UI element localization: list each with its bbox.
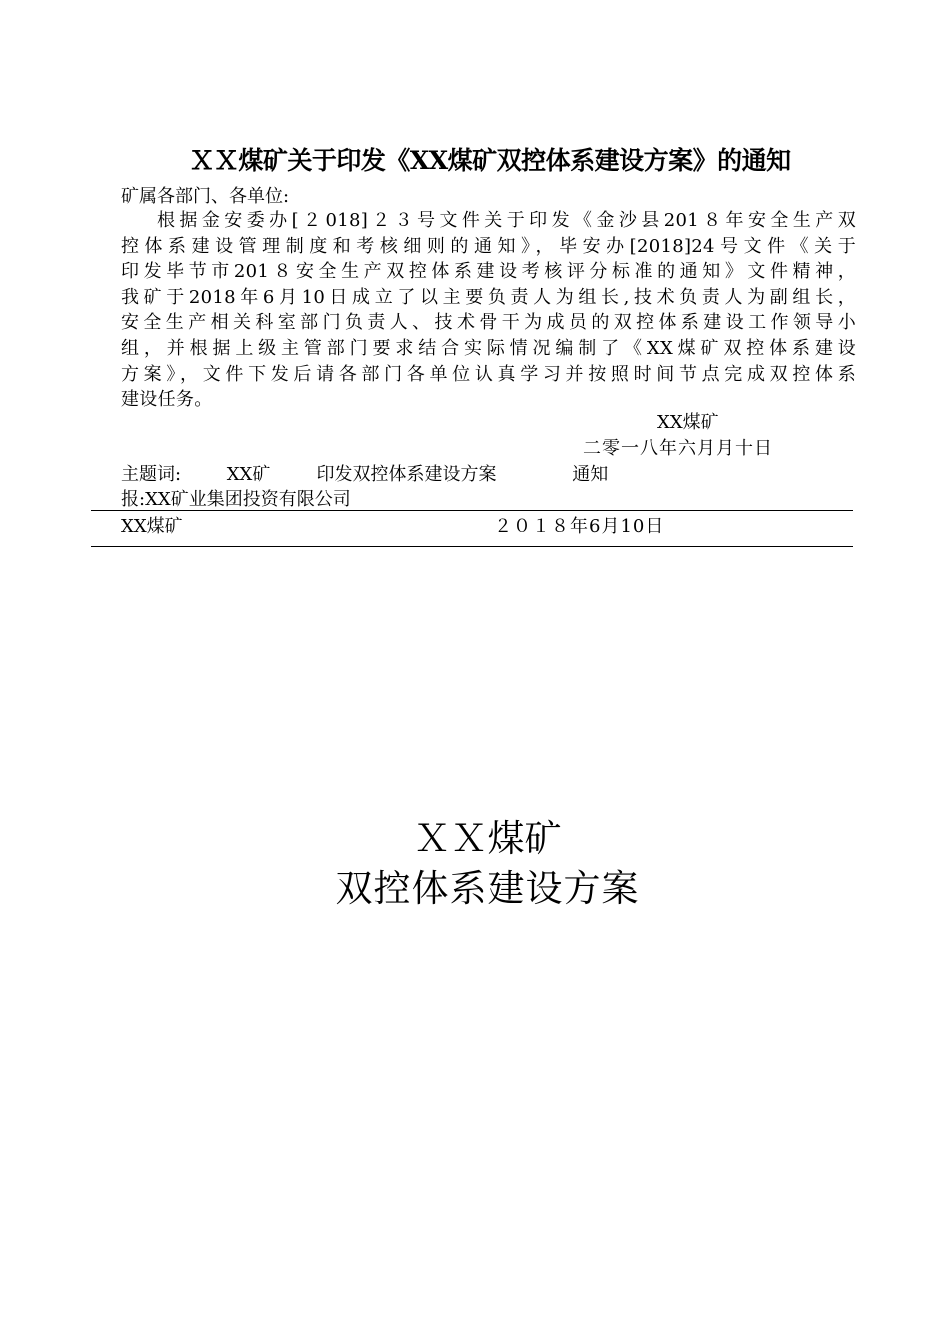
paragraph-line: 方案》，文件下发后请各部门各单位认真学习并按照时间节点完成双控体系 [121, 363, 856, 385]
subject-row [121, 460, 608, 486]
subject-term: 印发双控体系建设方案 [316, 464, 497, 485]
divider-top [91, 510, 853, 511]
signature-org: XX煤矿 [657, 412, 719, 433]
salutation: 矿属各部门、各单位: [121, 186, 290, 207]
paragraph-line: 我矿于2018年6月10日成立了以主要负责人为组长,技术负责人为副组长， [121, 286, 856, 308]
cover-title-line2: 双控体系建设方案 [335, 867, 640, 910]
paragraph-line: 建设任务。 [121, 389, 213, 411]
signature-date: 二零一八年六月月十日 [583, 438, 773, 459]
paragraph-line: 印发毕节市201８安全生产双控体系建设考核评分标准的通知》文件精神， [121, 261, 856, 283]
paragraph-line: 控体系建设管理制度和考核细则的通知》，毕安办[2018]24号文件《关于 [121, 235, 856, 257]
footer-org: XX煤矿 [121, 516, 183, 537]
notice-paragraph [121, 208, 856, 413]
subject-label: 主题词: [121, 464, 182, 485]
report-to: 报:XX矿业集团投资有限公司 [121, 489, 351, 510]
cover-title-line1: ＸＸ煤矿 [413, 817, 562, 860]
paragraph-line: 安全生产相关科室部门负责人、技术骨干为成员的双控体系建设工作领导小 [121, 312, 856, 334]
subject-term: XX矿 [226, 464, 271, 485]
paragraph-line: 组，并根据上级主管部门要求结合实际情况编制了《XX煤矿双控体系建设 [121, 337, 856, 359]
paragraph-line: 根据金安委办[２018]２３号文件关于印发《金沙县201８年安全生产双 [157, 210, 856, 231]
subject-term: 通知 [572, 464, 609, 485]
footer-date: ２０１８年6月10日 [494, 516, 665, 537]
divider-bottom [91, 546, 853, 547]
page-title: ＸＸ煤矿关于印发《XX煤矿双控体系建设方案》的通知 [189, 146, 791, 175]
